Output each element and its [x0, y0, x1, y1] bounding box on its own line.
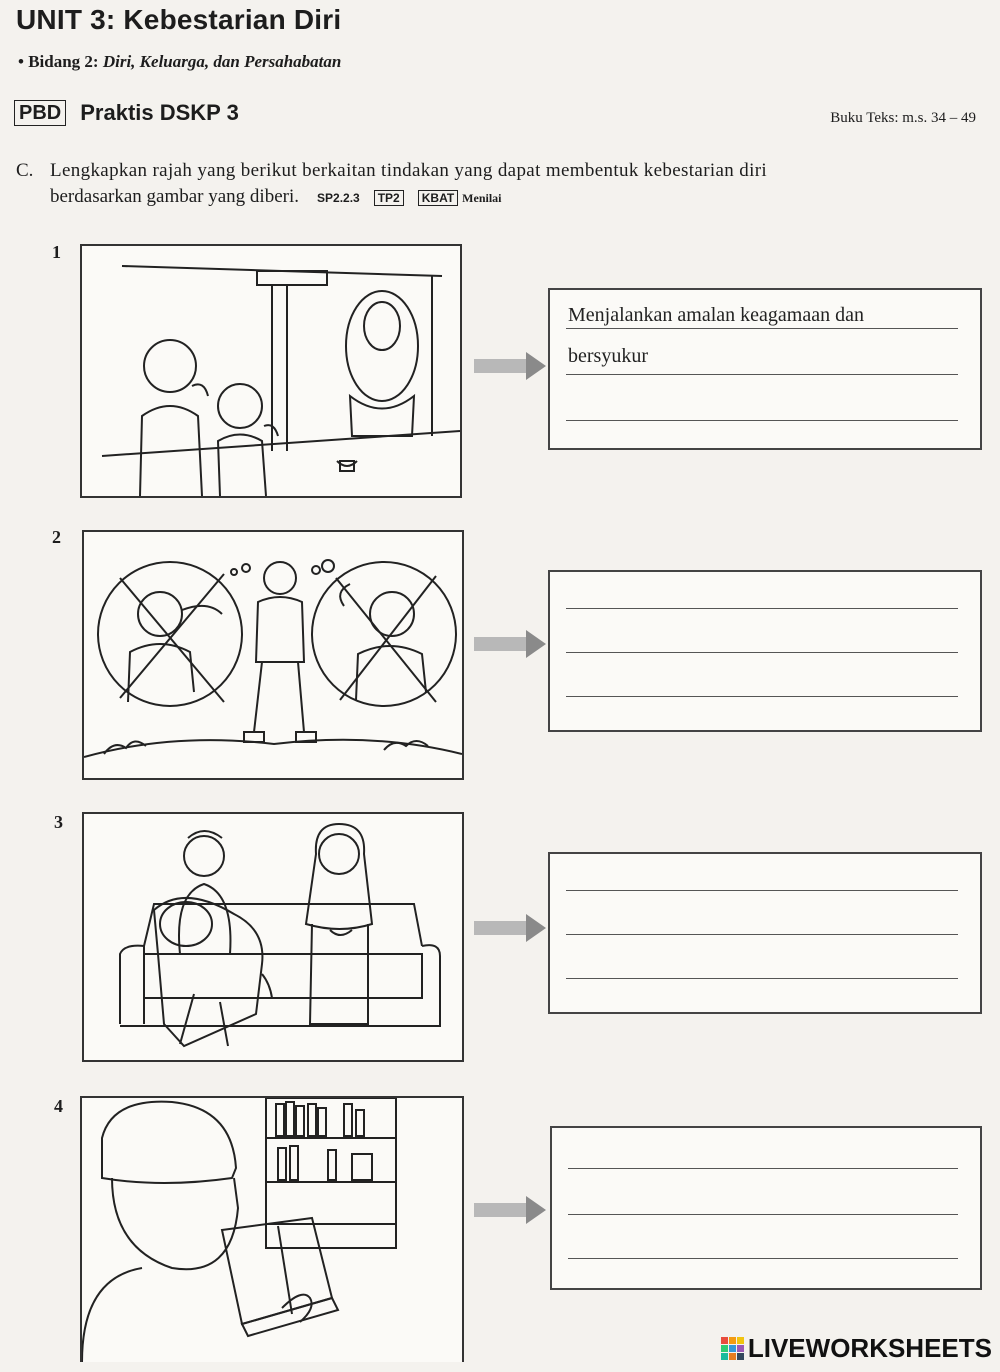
arrow-right-icon	[474, 914, 546, 942]
answer-line	[566, 328, 958, 329]
answer-line	[566, 420, 958, 421]
instruction-line-2: berdasarkan gambar yang diberi.	[50, 186, 300, 207]
answer-line	[566, 890, 958, 891]
answer-line	[566, 978, 958, 979]
liveworksheets-icon	[721, 1337, 744, 1360]
unit-title: UNIT 3: Kebestarian Diri	[16, 4, 342, 35]
answer-box-1[interactable]	[548, 288, 982, 450]
skill-code: SP2.2.3	[317, 191, 360, 205]
answer-text-line-2: bersyukur	[568, 345, 648, 367]
kbat-badge: KBAT	[418, 190, 458, 206]
item-number: 3	[54, 812, 63, 832]
picture-avoid-bad-habits	[82, 530, 464, 780]
answer-line	[566, 696, 958, 697]
menilai-label: Menilai	[462, 191, 502, 205]
respect-illustration	[84, 814, 462, 1060]
picture-prayer	[80, 244, 462, 498]
picture-reading	[80, 1096, 464, 1362]
reading-illustration	[82, 1098, 462, 1362]
instruction-letter: C.	[16, 160, 34, 181]
prayer-illustration	[82, 246, 460, 496]
instruction-line-1: Lengkapkan rajah yang berikut berkaitan tindakan yang dapat membentuk kebestarian diri	[50, 160, 768, 181]
answer-line	[568, 1214, 958, 1215]
bidang-topic: Diri, Keluarga, dan Persahabatan	[102, 52, 342, 71]
avoid-habits-illustration	[84, 532, 462, 778]
answer-box-4[interactable]	[550, 1126, 982, 1290]
answer-line	[566, 608, 958, 609]
instruction	[16, 158, 982, 211]
arrow-right-icon	[474, 352, 546, 380]
arrow-right-icon	[474, 630, 546, 658]
item-number: 1	[52, 242, 61, 262]
answer-box-2[interactable]	[548, 570, 982, 732]
answer-line	[568, 1168, 958, 1169]
pbd-title: Praktis DSKP 3	[80, 100, 239, 125]
tp-badge: TP2	[374, 190, 404, 206]
liveworksheets-logo	[721, 1333, 992, 1364]
answer-line	[568, 1258, 958, 1259]
answer-box-3[interactable]	[548, 852, 982, 1014]
item-number: 2	[52, 527, 61, 547]
answer-line	[566, 934, 958, 935]
bidang-line	[18, 52, 341, 72]
pbd-badge: PBD	[14, 100, 66, 126]
liveworksheets-brand: LIVEWORKSHEETS	[747, 1333, 992, 1363]
textbook-reference: Buku Teks: m.s. 34 – 49	[830, 110, 976, 126]
arrow-right-icon	[474, 1196, 546, 1224]
bidang-prefix: • Bidang 2:	[18, 52, 103, 71]
item-number: 4	[54, 1096, 63, 1116]
answer-line	[566, 652, 958, 653]
answer-text-line-1: Menjalankan amalan keagamaan dan	[568, 304, 864, 326]
answer-line	[566, 374, 958, 375]
pbd-heading	[14, 100, 239, 126]
picture-respect-parents	[82, 812, 464, 1062]
